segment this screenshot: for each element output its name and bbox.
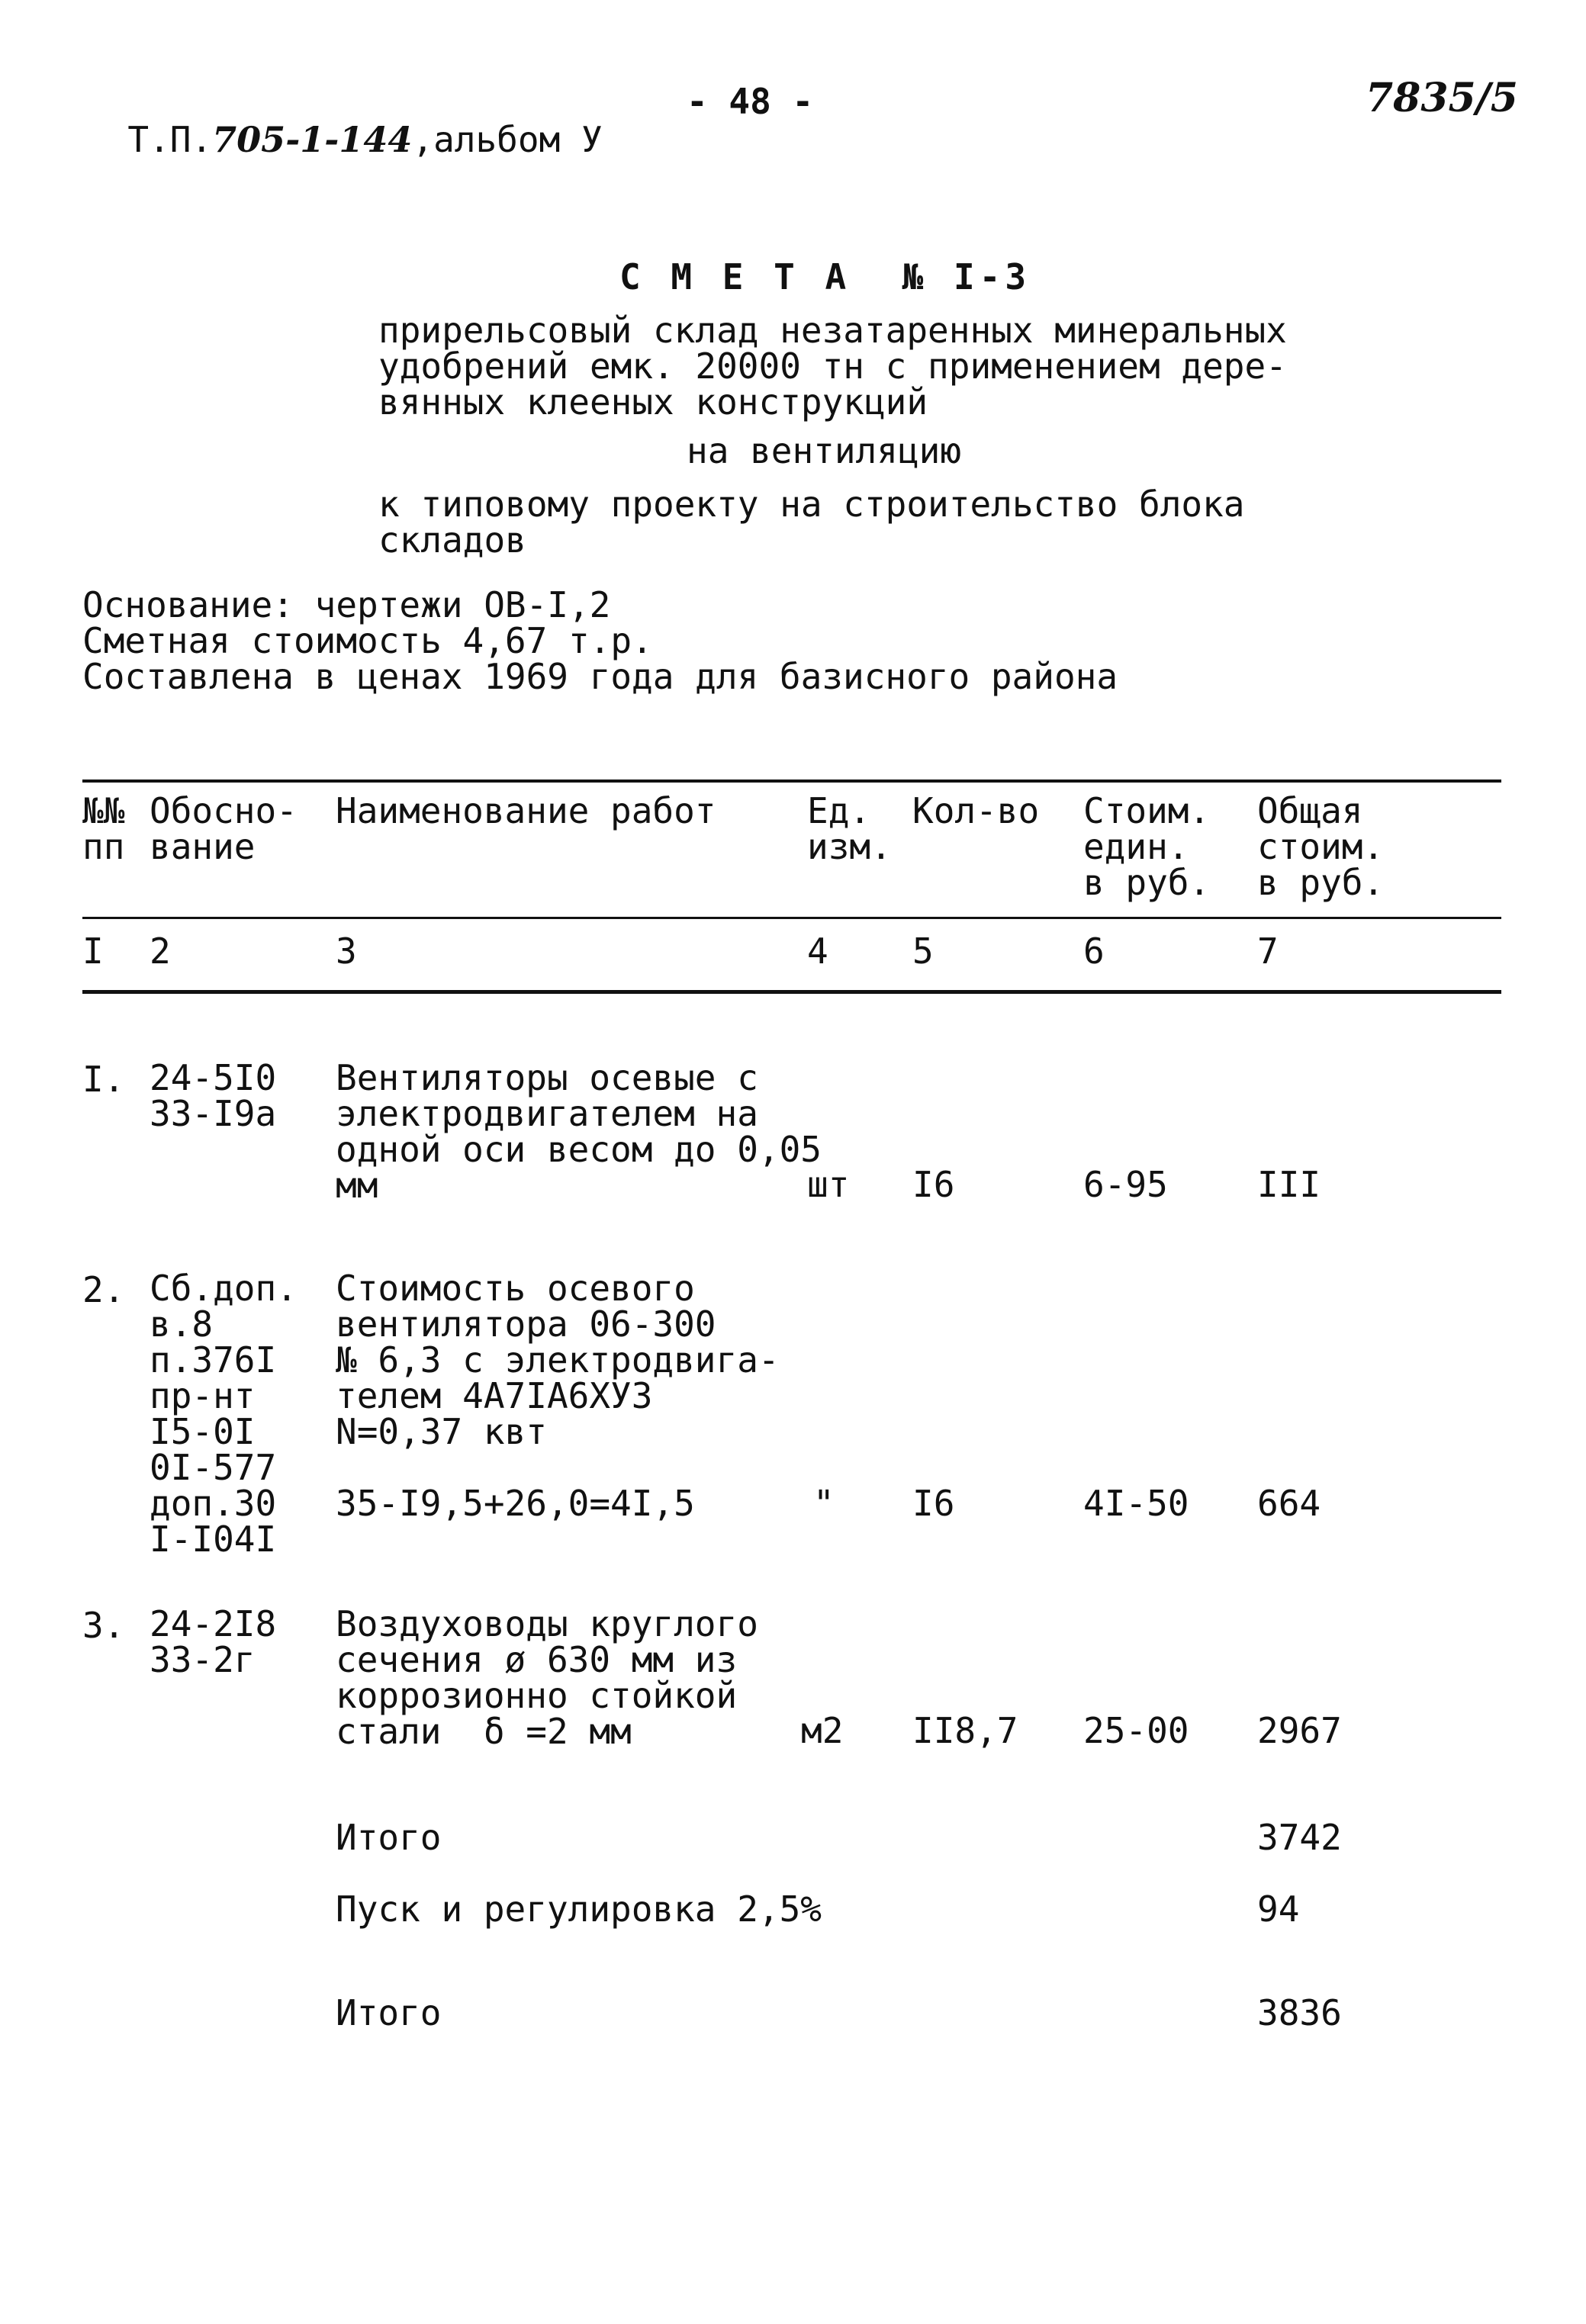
- row-basis: Сб.доп. в.8 п.376I пр-нт I5-0I 0I-577 доп.30 I-I04I: [150, 1268, 298, 1560]
- row-total: 2967: [1257, 1710, 1342, 1751]
- row-unit-cost: 6-95: [1083, 1164, 1168, 1205]
- row-num: 3.: [82, 1605, 125, 1646]
- total-value: 3836: [1257, 1992, 1342, 2033]
- row-num: I.: [82, 1059, 125, 1100]
- row-unit: м2: [801, 1710, 844, 1751]
- table-header-rule: [82, 917, 1501, 919]
- row-name: Вентиляторы осевые с электродвигателем на одной оси весом до 0,05 мм: [336, 1057, 822, 1206]
- row-name: Стоимость осевого вентилятора 06-300 № 6,3 с электродвига- телем 4А7IА6ХУ3 N=0,37 квт: [336, 1268, 780, 1452]
- estimate-title: С М Е Т А № I-3: [619, 256, 1031, 297]
- project-line: к типовому проекту на строительство блока: [378, 484, 1245, 525]
- header-name: Наименование работ: [336, 790, 716, 831]
- startup-label: Пуск и регулировка 2,5%: [336, 1888, 822, 1930]
- basis-line: Основание: чертежи ОВ-I,2: [82, 584, 611, 625]
- row-qty: I6: [912, 1164, 955, 1205]
- row-num: 2.: [82, 1269, 125, 1310]
- colnum-7: 7: [1257, 931, 1279, 972]
- subject-line: вянных клееных конструкций: [378, 381, 928, 423]
- row-total: 664: [1257, 1483, 1321, 1524]
- project-line: складов: [378, 519, 526, 561]
- row-total: III: [1257, 1164, 1321, 1205]
- estimate-project: [378, 484, 1245, 561]
- estimate-section: на вентиляцию: [687, 430, 962, 471]
- doc-code: 7835/5: [1366, 75, 1518, 121]
- album-label: ,альбом У: [412, 119, 603, 160]
- subtotal-label: Итого: [336, 1817, 442, 1858]
- header-unit: Ед. изм.: [807, 790, 892, 867]
- row-basis: 24-5I0 33-I9а: [150, 1057, 277, 1134]
- estimate-info: [82, 584, 1118, 697]
- table-top-rule: [82, 779, 1501, 783]
- header-unit-cost: Стоим. един. в руб.: [1083, 790, 1211, 903]
- project-number: 705-1-144: [212, 119, 413, 160]
- header-total: Общая стоим. в руб.: [1257, 790, 1385, 903]
- subtotal-value: 3742: [1257, 1817, 1342, 1858]
- row-unit: шт: [807, 1164, 850, 1205]
- row-calc: 35-I9,5+26,0=4I,5: [336, 1483, 695, 1524]
- estimate-subject: [378, 310, 1287, 423]
- colnum-2: 2: [150, 931, 171, 972]
- colnum-6: 6: [1083, 931, 1105, 972]
- colnum-1: I: [82, 931, 104, 972]
- colnum-3: 3: [336, 931, 357, 972]
- row-qty: I6: [912, 1483, 955, 1524]
- total-label: Итого: [336, 1992, 442, 2033]
- prices-line: Составлена в ценах 1969 года для базисного района: [82, 656, 1118, 697]
- header-basis: Обосно- вание: [150, 790, 298, 867]
- row-unit-cost: 25-00: [1083, 1710, 1189, 1751]
- header-num: №№ пп: [82, 790, 125, 867]
- row-basis: 24-2I8 33-2г: [150, 1603, 277, 1680]
- cost-line: Сметная стоимость 4,67 т.р.: [82, 620, 653, 661]
- colnum-4: 4: [807, 931, 828, 972]
- row-unit-cost: 4I-50: [1083, 1483, 1189, 1524]
- subject-line: прирельсовый склад незатаренных минеральных: [378, 310, 1287, 351]
- header-qty: Кол-во: [912, 790, 1040, 831]
- table-colnum-rule: [82, 990, 1501, 994]
- row-qty: II8,7: [912, 1710, 1018, 1751]
- startup-value: 94: [1257, 1888, 1300, 1930]
- subject-line: удобрений емк. 20000 тн с применением дере-: [378, 346, 1287, 387]
- project-prefix: Т.П.: [127, 119, 213, 160]
- row-name: Воздуховоды круглого сечения ø 630 мм из коррозионно стойкой стали δ =2 мм: [336, 1603, 758, 1752]
- row-unit: ": [813, 1483, 835, 1524]
- colnum-5: 5: [912, 931, 934, 972]
- page-number: - 48 -: [687, 81, 814, 122]
